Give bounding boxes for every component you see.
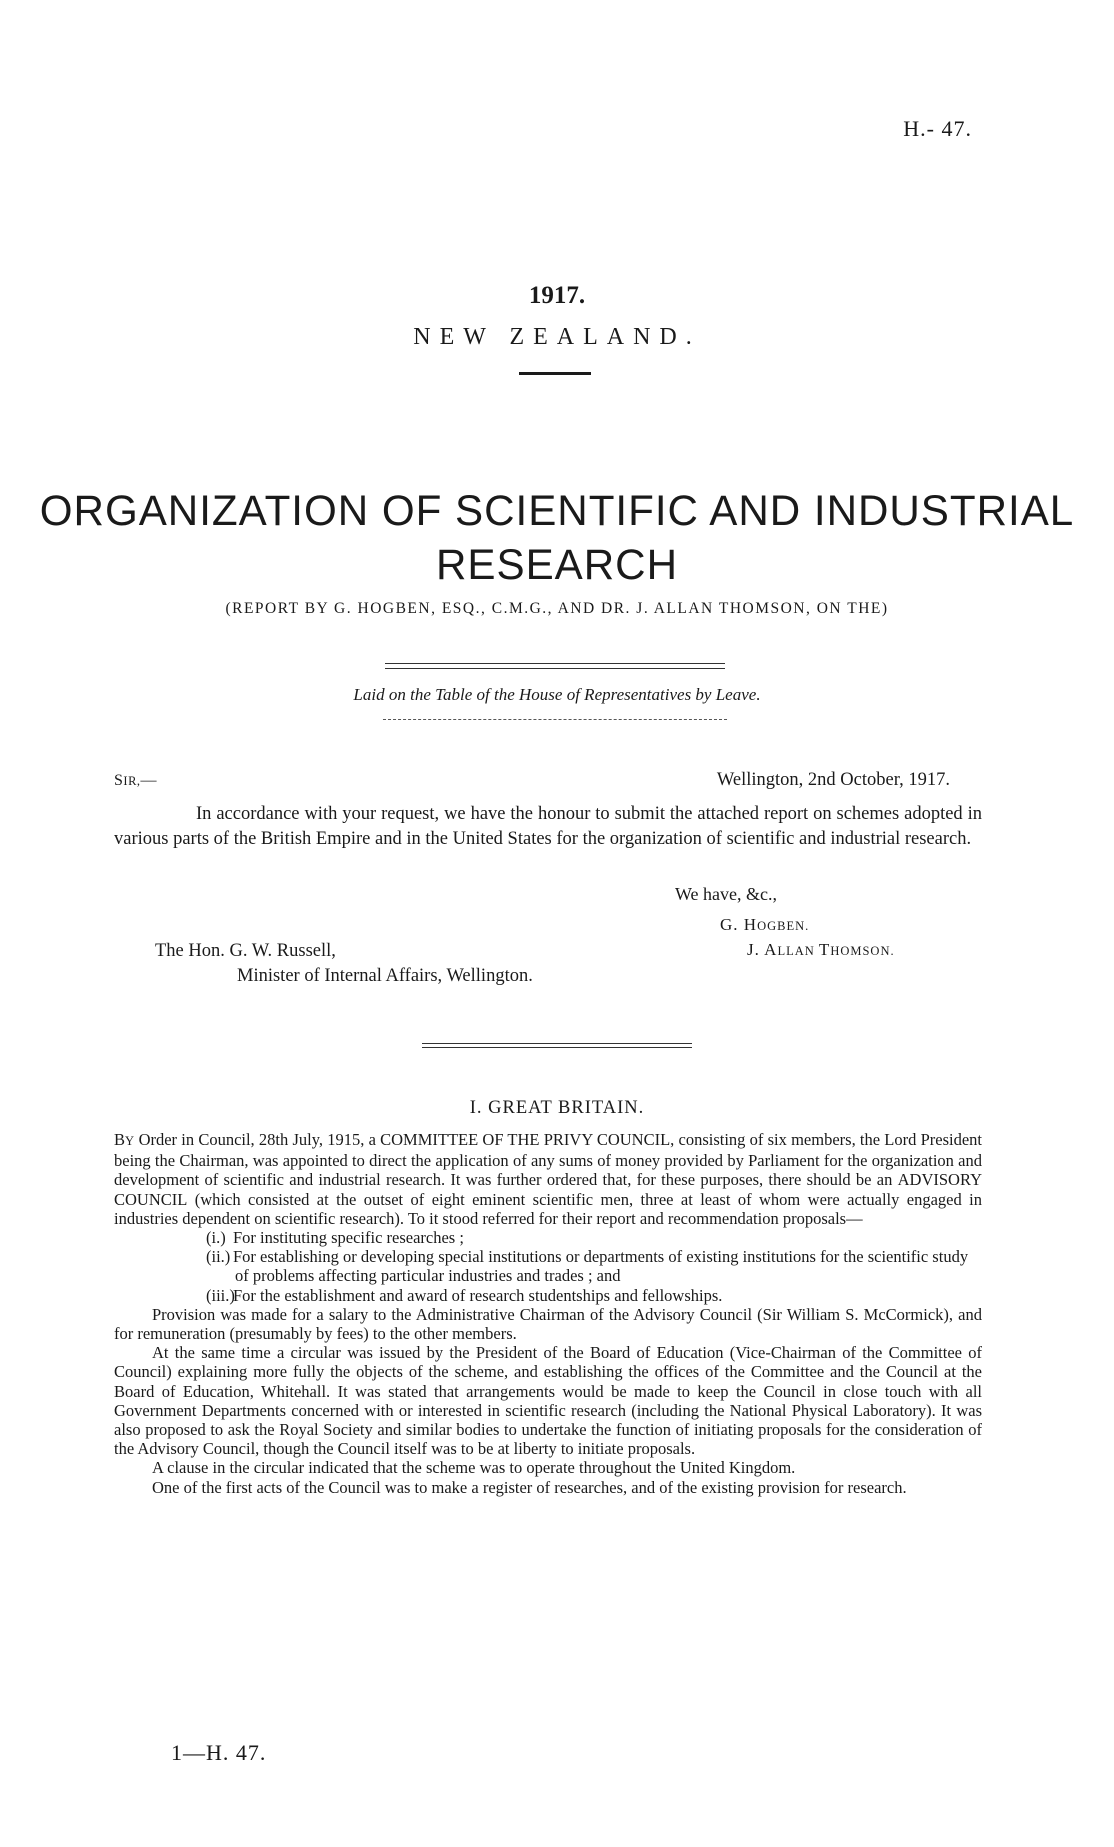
signature-thomson-t: T <box>818 940 831 959</box>
p1-initial: B <box>114 1130 126 1149</box>
section-body <box>114 1130 982 1497</box>
signature-thomson <box>747 940 895 960</box>
list-item <box>206 1247 982 1285</box>
title-line-2: RESEARCH <box>436 541 678 589</box>
title-line-1: ORGANIZATION OF SCIENTIFIC AND INDUSTRIAL <box>39 487 1075 535</box>
salutation-dash: — <box>140 772 158 789</box>
footer-reference: 1—H. 47. <box>171 1740 267 1765</box>
list-item-number: (i.) <box>206 1228 226 1248</box>
signature-hogben-smallcaps: OGBEN. <box>757 919 810 933</box>
list-item-number: (ii.) <box>206 1247 231 1267</box>
paragraph-4: A clause in the circular indicated that the scheme was to operate throughout the United Kingdom. <box>152 1458 796 1478</box>
salutation-initial: S <box>114 772 124 789</box>
laid-on-table-note: Laid on the Table of the House of Representatives by Leave. <box>353 685 761 704</box>
document-subtitle: (REPORT BY G. HOGBEN, ESQ., C.M.G., AND DR. J. ALLAN THOMSON, ON THE) <box>225 600 889 617</box>
document-year: 1917. <box>528 282 586 309</box>
paragraph-2: Provision was made for a salary to the Administrative Chairman of the Advisory Council (Sir William S. McCormick), and for remuneration (presumably by fees) to the other members. <box>114 1304 982 1344</box>
signature-thomson-smallcaps: HOMSON. <box>830 944 895 958</box>
letter-closing: We have, &c., <box>675 884 778 904</box>
section-rule-top <box>422 1043 692 1044</box>
document-country: NEW ZEALAND. <box>413 324 701 350</box>
paragraph-5: One of the first acts of the Council was to make a register of researches, and of the existing provision for research. <box>152 1477 907 1497</box>
header-rule <box>519 372 591 375</box>
letter-dateline: Wellington, 2nd October, 1917. <box>716 770 950 790</box>
list-item-text: For the establishment and award of research studentships and fellowships. <box>233 1285 723 1305</box>
committee-term: COMMITTEE OF THE PRIVY COUNCIL <box>380 1130 671 1149</box>
paragraph-1 <box>114 1130 982 1228</box>
p1-text-c: (which consisted at the outset of eight eminent scientific men, three at least of whom were actually engaged in industries dependent on scientific research). To it stood referred for their report and recommendation proposals— <box>114 1189 982 1228</box>
letter-salutation <box>114 772 157 790</box>
signature-thomson-mid: LLAN <box>777 944 819 958</box>
signature-thomson-initial: J. A <box>747 940 778 959</box>
title-rule-top <box>385 663 725 664</box>
list-item <box>206 1286 982 1305</box>
advisory-council-term: ADVISORY COUNCIL <box>114 1170 982 1209</box>
letter-body: In accordance with your request, we have the honour to submit the attached report on schemes adopted in various parts of the British Empire and in the United States for the organization of scientific and industrial research. <box>114 804 982 849</box>
salutation-smallcaps: IR, <box>123 774 141 788</box>
signature-hogben-initial: G. H <box>720 915 758 934</box>
section-rule-bottom <box>422 1047 692 1048</box>
list-item-text: For instituting specific researches ; <box>233 1228 464 1248</box>
proposals-list <box>114 1228 982 1305</box>
list-item <box>206 1228 982 1247</box>
paragraph-3: At the same time a circular was issued by the President of the Board of Education (Vice-Chairman of the Committee of Council) explaining more fully the objects of the scheme, and establishing the offices of the Committee and the Council at the Board of Education, Whitehall. It was stated that arrangements would be made to keep the Council in close touch with all Government Departments concerned with or interested in scientific research (including the National Physical Laboratory). It was also proposed to ask the Royal Society and similar bodies to undertake the function of initiating proposals for the consideration of the Advisory Council, though the Council itself was to be at liberty to initiate proposals. <box>114 1343 982 1459</box>
p1-text-b: , consisting of six members, the Lord President being the Chairman, was appointed to direct the application of any sums of money provided by Parliament for the organization and development of scientific and industrial research. It was further ordered that, for these purposes, there should be an <box>114 1130 982 1190</box>
p1-initial-smallcaps: Y <box>125 1134 135 1148</box>
document-title <box>11 484 1103 592</box>
laid-rule <box>383 719 727 720</box>
list-item-text: For establishing or developing special institutions or departments of existing institutions for the scientific study of problems affecting particular industries and trades ; and <box>233 1247 969 1286</box>
p1-text-a: Order in Council, 28th July, 1915, a <box>134 1130 381 1149</box>
section-heading: I. GREAT BRITAIN. <box>469 1098 645 1118</box>
page-reference: H.- 47. <box>903 116 972 141</box>
list-item-number: (iii.) <box>206 1285 235 1305</box>
title-rule-bottom <box>385 668 725 669</box>
addressee-title: Minister of Internal Affairs, Wellington. <box>237 966 533 986</box>
addressee-name: The Hon. G. W. Russell, <box>155 941 336 961</box>
signature-hogben <box>720 915 809 935</box>
